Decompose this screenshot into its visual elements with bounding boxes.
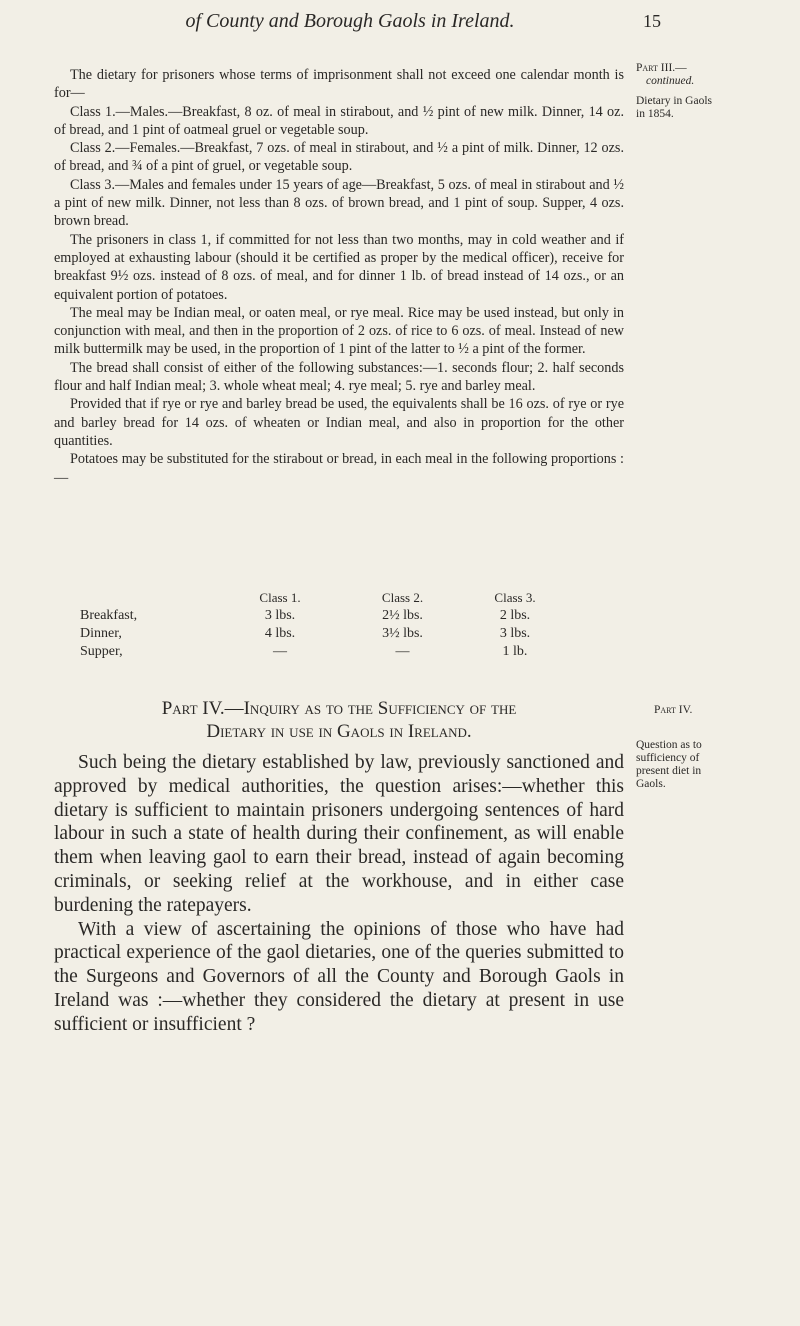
table-row xyxy=(80,607,555,625)
running-title: of County and Borough Gaols in Ireland. xyxy=(185,10,515,32)
table-cell: — xyxy=(273,644,287,659)
margin-note-year: in 1854. xyxy=(636,108,674,120)
section-heading-line: Part IV.—Inquiry as to the Sufficiency of the xyxy=(161,698,517,719)
page-header xyxy=(0,10,800,44)
margin-note-question: sufficiency of xyxy=(636,752,700,764)
paragraph: The bread shall consist of either of the following substances:—1. seconds flour; 2. half seconds flour and half Indian meal; 3. whole wheat meal; 4. rye meal; 5. rye and barley meal. xyxy=(54,359,624,395)
table-cell: 3 lbs. xyxy=(499,626,531,641)
potato-proportions-table xyxy=(80,589,555,661)
paragraph: Potatoes may be substituted for the stirabout or bread, in each meal in the following proportions :— xyxy=(54,451,624,486)
column-header: Class 1. xyxy=(259,590,301,605)
paragraph: With a view of ascertaining the opinions of those who have had practical experience of the gaol dietaries, one of the queries submitted to the Surgeons and Governors of all the County and Borough Gaols in Ireland was :—whether they considered the dietary at present in use sufficient or insufficient ? xyxy=(54,918,624,1035)
paragraph: Class 3.—Males and females under 15 years of age—Breakfast, 5 ozs. of meal in stirabout and ½ a pint of new milk. Dinner, not less than 8 ozs. of brown bread, and 1 pint of soup. Supper, 4 ozs. brown bread. xyxy=(54,176,624,230)
row-label: Dinner, xyxy=(80,626,122,641)
row-label: Supper, xyxy=(80,644,123,659)
table-row xyxy=(80,625,555,643)
paragraph: Provided that if rye or rye and barley bread be used, the equivalents shall be 16 ozs. of rye or rye and barley bread for 14 ozs. of wheaten or Indian meal, and also in proportion for the other quantities. xyxy=(54,396,624,449)
table-cell: 3½ lbs. xyxy=(382,626,423,641)
margin-note-question: Question as to xyxy=(636,739,702,751)
margin-note-continued: continued. xyxy=(646,75,695,87)
table-cell: — xyxy=(395,644,410,659)
table-cell: 1 lb. xyxy=(502,644,528,659)
paragraph: The dietary for prisoners whose terms of imprisonment shall not exceed one calendar month is for— xyxy=(54,67,624,102)
margin-note-dietary: Dietary in Gaols xyxy=(636,95,713,107)
section-heading xyxy=(54,697,624,743)
paragraph: Class 1.—Males.—Breakfast, 8 oz. of meal in stirabout, and ½ pint of new milk. Dinner, 14 oz. of bread, and 1 pint of oatmeal gruel or vegetable soup. xyxy=(54,103,624,138)
table-cell: 3 lbs. xyxy=(264,608,296,623)
margin-note-question: Gaols. xyxy=(636,778,666,790)
page-number: 15 xyxy=(643,11,661,31)
dietary-regulations xyxy=(54,66,624,487)
table-cell: 4 lbs. xyxy=(264,626,296,641)
table-cell: 2 lbs. xyxy=(499,608,531,623)
row-label: Breakfast, xyxy=(80,608,138,623)
table-row xyxy=(80,643,555,661)
margin-note-part4-title: Part IV. xyxy=(654,704,693,716)
margin-note-part4 xyxy=(636,704,796,791)
margin-note-part3 xyxy=(636,62,796,121)
column-header: Class 3. xyxy=(494,590,536,605)
margin-note-question: present diet in xyxy=(636,765,702,777)
section-body xyxy=(54,751,624,1037)
margin-note-part3-title: Part III.— xyxy=(636,62,687,74)
table-header-row xyxy=(80,589,555,607)
paragraph: Class 2.—Females.—Breakfast, 7 ozs. of meal in stirabout, and ½ a pint of milk. Dinner, 12 ozs. of bread, and ¾ of a pint of gruel, or vegetable soup. xyxy=(54,140,624,175)
paragraph: The meal may be Indian meal, or oaten meal, or rye meal. Rice may be used instead, but only in conjunction with meal, and then in the proportion of 2 ozs. of rice to 6 ozs. of meal. Instead of new milk buttermilk may be used, in the proportion of 1 pint of the latter to ½ a pint of the former. xyxy=(54,304,624,358)
paragraph: Such being the dietary established by law, previously sanctioned and approved by medical authorities, the question arises:—whether this dietary is sufficient to maintain prisoners undergoing sentences of hard labour in such a state of health during their confinement, as will enable them when leaving gaol to earn their bread, instead of again becoming criminals, or seeking relief at the workhouse, and in either case burdening the ratepayers. xyxy=(54,752,624,916)
section-heading-line: Dietary in use in Gaols in Ireland. xyxy=(206,721,472,742)
column-header: Class 2. xyxy=(381,590,424,605)
table-cell: 2½ lbs. xyxy=(382,608,423,623)
paragraph: The prisoners in class 1, if committed for not less than two months, may in cold weather and if employed at exhausting labour (should it be certified as proper by the medical officer), receive for breakfast 9½ ozs. instead of 8 ozs. of meal, and for dinner 1 lb. of bread instead of 14 ozs., or an equivalent portion of potatoes. xyxy=(54,231,624,303)
